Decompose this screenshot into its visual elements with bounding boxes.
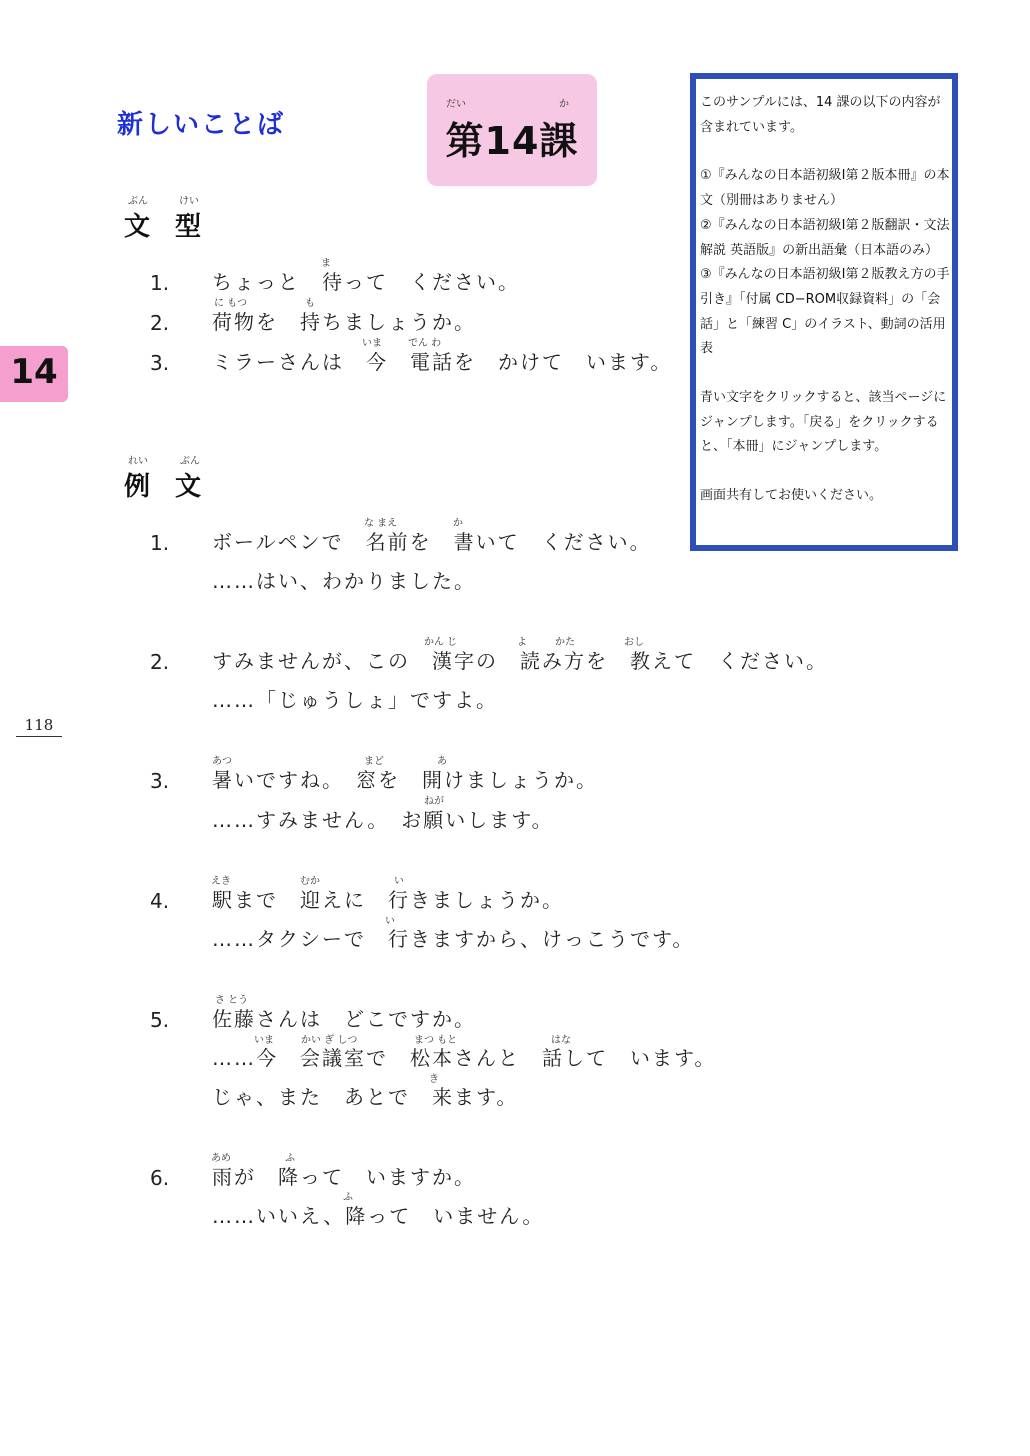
- example-furigana: かん じ: [424, 637, 458, 648]
- example-line: ……はい、わかりました。: [212, 569, 476, 593]
- info-note: 青い文字をクリックすると、該当ページにジャンプします。「戻る」をクリックすると、「本冊」にジャンプします。: [700, 390, 947, 455]
- pattern-head-furi-1: ぶん: [128, 196, 148, 207]
- sample-info-panel: [690, 73, 958, 551]
- new-words-link[interactable]: 新しいことば: [117, 110, 286, 140]
- example-line: ボールペンで 名前を 書いて ください。: [212, 530, 652, 554]
- pattern-number: 2.: [150, 311, 170, 335]
- example-furigana: よ: [517, 637, 527, 648]
- example-line: 暑いですね。 窓を 開けましょうか。: [212, 768, 598, 792]
- pattern-text: 荷物を 持ちましょうか。: [212, 310, 476, 334]
- example-furigana: あ: [437, 756, 447, 767]
- info-sharing: 画面共有してお使いください。: [700, 488, 883, 504]
- pattern-head-furi-2: けい: [179, 196, 199, 207]
- example-number: 5.: [150, 1008, 170, 1032]
- sentence-patterns-title-1: 文: [124, 212, 151, 242]
- example-number: 6.: [150, 1166, 170, 1190]
- example-furigana: さ とう: [215, 995, 249, 1006]
- example-number: 4.: [150, 889, 170, 913]
- example-line: ……「じゅうしょ」ですよ。: [212, 688, 498, 712]
- example-line: 雨が 降って いますか。: [212, 1165, 476, 1189]
- info-intro: このサンプルには、14 課の以下の内容が含まれています。: [700, 95, 941, 135]
- example-number: 1.: [150, 531, 170, 555]
- lesson-title: 第14課: [445, 119, 579, 163]
- example-furigana: あめ: [211, 1153, 231, 1164]
- example-furigana: き: [429, 1074, 439, 1085]
- example-line: ……すみません。 お願いします。: [212, 808, 554, 832]
- chapter-tab-number: 14: [10, 352, 58, 392]
- pattern-number: 3.: [150, 351, 170, 375]
- example-furigana: おし: [624, 637, 644, 648]
- pattern-furigana: でん わ: [408, 338, 442, 349]
- example-furigana: かい ぎ しつ: [301, 1035, 358, 1046]
- example-furigana: い: [385, 916, 395, 927]
- example-line: すみませんが、この 漢字の 読み方を 教えて ください。: [212, 649, 828, 673]
- example-line: ……いいえ、降って いません。: [212, 1204, 545, 1228]
- example-furigana: まつ もと: [414, 1035, 458, 1046]
- example-line: ……タクシーで 行きますから、けっこうです。: [212, 927, 695, 951]
- example-number: 2.: [150, 650, 170, 674]
- pattern-number: 1.: [150, 271, 170, 295]
- example-furigana: えき: [211, 876, 231, 887]
- sentence-patterns-title-2: 型: [175, 212, 202, 242]
- pattern-text: ちょっと 待って ください。: [212, 270, 520, 294]
- example-line: じゃ、また あとで 来ます。: [212, 1085, 519, 1109]
- example-furigana: まど: [364, 756, 384, 767]
- lesson-furigana-dai: だい: [446, 99, 466, 110]
- example-furigana: ねが: [424, 796, 444, 807]
- example-furigana: いま: [254, 1035, 274, 1046]
- example-sentences-title-1: 例: [124, 472, 151, 502]
- info-item-3: ③『みんなの日本語初級Ⅰ第２版教え方の手引き』「付属 CD−ROM収録資料」の「会話」と「練習 C」のイラスト、動詞の活用表: [700, 267, 950, 357]
- example-head-furi-1: れい: [128, 456, 148, 467]
- info-item-1: ①『みんなの日本語初級Ⅰ第２版本冊』の本文（別冊はありません）: [700, 168, 950, 209]
- example-furigana: ふ: [285, 1153, 295, 1164]
- pattern-furigana: に もつ: [214, 298, 248, 309]
- info-item-2: ②『みんなの日本語初級Ⅰ第２版翻訳・文法解説 英語版』の新出語彙（日本語のみ）: [700, 217, 950, 258]
- pattern-furigana: ま: [321, 258, 331, 269]
- example-number: 3.: [150, 769, 170, 793]
- example-furigana: あつ: [212, 756, 232, 767]
- page-number: 118: [16, 716, 62, 737]
- example-sentences-title-2: 文: [175, 472, 202, 502]
- pattern-furigana: も: [305, 298, 315, 309]
- example-furigana: か: [453, 518, 463, 529]
- example-line: ……今 会議室で 松本さんと 話して います。: [212, 1046, 717, 1070]
- example-furigana: な まえ: [364, 518, 398, 529]
- example-furigana: はな: [551, 1035, 571, 1046]
- example-line: 佐藤さんは どこですか。: [212, 1007, 476, 1031]
- example-furigana: むか: [300, 876, 320, 887]
- example-line: 駅まで 迎えに 行きましょうか。: [212, 888, 564, 912]
- pattern-text: ミラーさんは 今 電話を かけて います。: [212, 350, 673, 374]
- example-head-furi-2: ぶん: [180, 456, 200, 467]
- example-furigana: ふ: [343, 1192, 353, 1203]
- example-furigana: い: [394, 876, 404, 887]
- example-furigana: かた: [555, 637, 575, 648]
- lesson-furigana-ka: か: [559, 99, 569, 110]
- pattern-furigana: いま: [362, 338, 382, 349]
